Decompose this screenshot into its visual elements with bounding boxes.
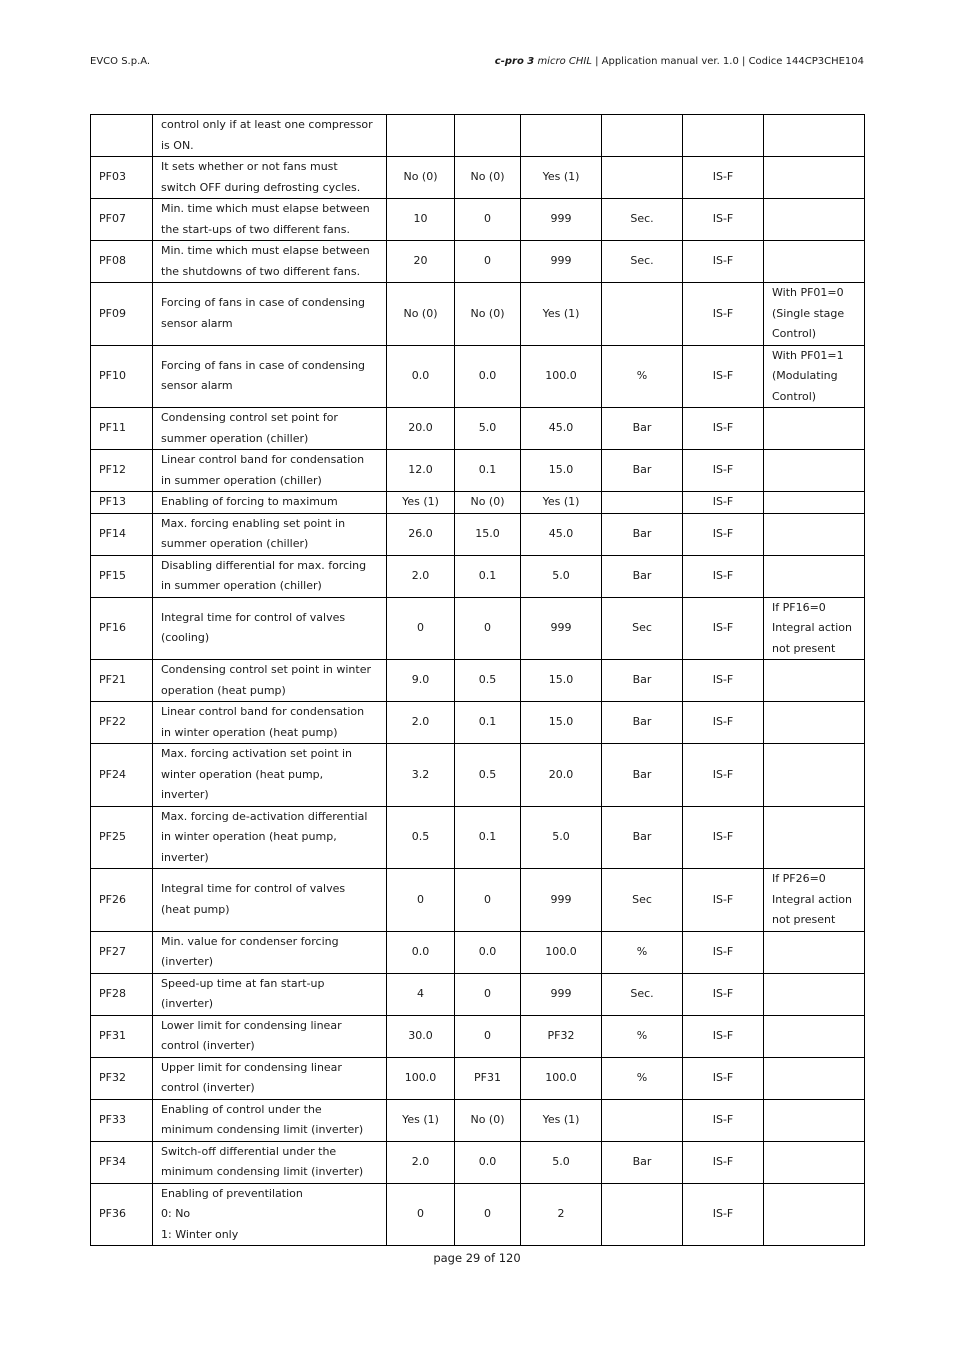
param-default-cell: 2.0 bbox=[387, 1141, 455, 1183]
table-row bbox=[91, 345, 865, 408]
param-default-cell: 9.0 bbox=[387, 660, 455, 702]
param-unit-cell: % bbox=[602, 1057, 683, 1099]
param-level-cell: IS-F bbox=[683, 157, 764, 199]
param-description-cell: Integral time for control of valves (cooling) bbox=[153, 597, 387, 660]
param-default-cell bbox=[387, 115, 455, 157]
param-default-cell: Yes (1) bbox=[387, 1099, 455, 1141]
param-notes-cell bbox=[764, 450, 865, 492]
param-unit-cell bbox=[602, 283, 683, 346]
param-max-cell: Yes (1) bbox=[521, 1099, 602, 1141]
param-unit-cell: Sec. bbox=[602, 241, 683, 283]
param-min-cell: 0 bbox=[455, 241, 521, 283]
param-max-cell: 100.0 bbox=[521, 345, 602, 408]
table-row bbox=[91, 1015, 865, 1057]
param-level-cell: IS-F bbox=[683, 1141, 764, 1183]
company-name: EVCO S.p.A. bbox=[90, 56, 151, 67]
param-code-cell: PF21 bbox=[91, 660, 153, 702]
table-row bbox=[91, 283, 865, 346]
param-description-cell: Condensing control set point for summer operation (chiller) bbox=[153, 408, 387, 450]
param-default-cell: 0.5 bbox=[387, 806, 455, 869]
param-max-cell: 15.0 bbox=[521, 450, 602, 492]
param-default-cell: 0 bbox=[387, 869, 455, 932]
param-notes-cell bbox=[764, 157, 865, 199]
param-code-cell: PF16 bbox=[91, 597, 153, 660]
table-row bbox=[91, 973, 865, 1015]
param-max-cell: PF32 bbox=[521, 1015, 602, 1057]
param-min-cell: 0 bbox=[455, 1183, 521, 1246]
param-code-cell bbox=[91, 115, 153, 157]
param-min-cell bbox=[455, 115, 521, 157]
param-description-cell: Max. forcing activation set point in winter operation (heat pump, inverter) bbox=[153, 744, 387, 807]
param-notes-cell bbox=[764, 1015, 865, 1057]
param-level-cell: IS-F bbox=[683, 660, 764, 702]
param-code-cell: PF10 bbox=[91, 345, 153, 408]
param-unit-cell: Bar bbox=[602, 660, 683, 702]
param-description-cell: Switch-off differential under the minimum condensing limit (inverter) bbox=[153, 1141, 387, 1183]
param-code-cell: PF07 bbox=[91, 199, 153, 241]
param-default-cell: 0.0 bbox=[387, 931, 455, 973]
table-row bbox=[91, 199, 865, 241]
parameter-table bbox=[90, 114, 865, 1246]
param-max-cell bbox=[521, 115, 602, 157]
param-max-cell: 999 bbox=[521, 241, 602, 283]
param-unit-cell: Bar bbox=[602, 555, 683, 597]
param-level-cell: IS-F bbox=[683, 806, 764, 869]
param-unit-cell: Bar bbox=[602, 408, 683, 450]
param-default-cell: 100.0 bbox=[387, 1057, 455, 1099]
param-notes-cell bbox=[764, 492, 865, 514]
param-max-cell: 999 bbox=[521, 869, 602, 932]
param-unit-cell: Bar bbox=[602, 744, 683, 807]
param-code-cell: PF26 bbox=[91, 869, 153, 932]
param-max-cell: 5.0 bbox=[521, 555, 602, 597]
param-unit-cell bbox=[602, 492, 683, 514]
param-min-cell: 0.0 bbox=[455, 931, 521, 973]
param-level-cell: IS-F bbox=[683, 492, 764, 514]
param-code-cell: PF13 bbox=[91, 492, 153, 514]
param-description-cell: Enabling of preventilation 0: No 1: Winter only bbox=[153, 1183, 387, 1246]
table-row bbox=[91, 931, 865, 973]
param-description-cell: Min. time which must elapse between the shutdowns of two different fans. bbox=[153, 241, 387, 283]
param-default-cell: 26.0 bbox=[387, 513, 455, 555]
table-row bbox=[91, 597, 865, 660]
param-default-cell: 2.0 bbox=[387, 702, 455, 744]
param-description-cell: Forcing of fans in case of condensing sensor alarm bbox=[153, 345, 387, 408]
param-level-cell: IS-F bbox=[683, 1015, 764, 1057]
param-notes-cell bbox=[764, 702, 865, 744]
param-notes-cell bbox=[764, 744, 865, 807]
param-level-cell: IS-F bbox=[683, 408, 764, 450]
param-level-cell bbox=[683, 115, 764, 157]
param-default-cell: 20.0 bbox=[387, 408, 455, 450]
param-default-cell: 4 bbox=[387, 973, 455, 1015]
param-default-cell: 10 bbox=[387, 199, 455, 241]
table-row bbox=[91, 115, 865, 157]
param-code-cell: PF24 bbox=[91, 744, 153, 807]
table-row bbox=[91, 1183, 865, 1246]
table-row bbox=[91, 555, 865, 597]
table-row bbox=[91, 157, 865, 199]
param-description-cell: Linear control band for condensation in summer operation (chiller) bbox=[153, 450, 387, 492]
param-min-cell: 5.0 bbox=[455, 408, 521, 450]
param-notes-cell bbox=[764, 1141, 865, 1183]
param-max-cell: 999 bbox=[521, 597, 602, 660]
param-unit-cell: Sec bbox=[602, 869, 683, 932]
param-max-cell: 15.0 bbox=[521, 702, 602, 744]
param-level-cell: IS-F bbox=[683, 931, 764, 973]
param-min-cell: No (0) bbox=[455, 492, 521, 514]
param-code-cell: PF09 bbox=[91, 283, 153, 346]
param-min-cell: 0.1 bbox=[455, 806, 521, 869]
param-default-cell: 2.0 bbox=[387, 555, 455, 597]
param-code-cell: PF15 bbox=[91, 555, 153, 597]
param-description-cell: Upper limit for condensing linear control (inverter) bbox=[153, 1057, 387, 1099]
param-min-cell: No (0) bbox=[455, 1099, 521, 1141]
param-notes-cell bbox=[764, 199, 865, 241]
param-max-cell: 999 bbox=[521, 973, 602, 1015]
param-min-cell: 0.5 bbox=[455, 660, 521, 702]
param-min-cell: 0.1 bbox=[455, 702, 521, 744]
param-level-cell: IS-F bbox=[683, 283, 764, 346]
param-level-cell: IS-F bbox=[683, 1057, 764, 1099]
param-level-cell: IS-F bbox=[683, 973, 764, 1015]
param-default-cell: 0.0 bbox=[387, 345, 455, 408]
param-notes-cell: If PF26=0 Integral action not present bbox=[764, 869, 865, 932]
param-default-cell: No (0) bbox=[387, 283, 455, 346]
param-min-cell: 0.0 bbox=[455, 345, 521, 408]
param-notes-cell bbox=[764, 241, 865, 283]
product-name-italic: micro CHIL bbox=[534, 56, 592, 67]
param-max-cell: 45.0 bbox=[521, 408, 602, 450]
param-notes-cell bbox=[764, 555, 865, 597]
param-notes-cell bbox=[764, 660, 865, 702]
param-unit-cell bbox=[602, 1183, 683, 1246]
param-notes-cell bbox=[764, 806, 865, 869]
param-max-cell: 45.0 bbox=[521, 513, 602, 555]
param-default-cell: 0 bbox=[387, 1183, 455, 1246]
param-description-cell: Forcing of fans in case of condensing sensor alarm bbox=[153, 283, 387, 346]
param-unit-cell: % bbox=[602, 931, 683, 973]
param-notes-cell bbox=[764, 931, 865, 973]
param-level-cell: IS-F bbox=[683, 555, 764, 597]
param-max-cell: 20.0 bbox=[521, 744, 602, 807]
param-level-cell: IS-F bbox=[683, 1183, 764, 1246]
param-code-cell: PF14 bbox=[91, 513, 153, 555]
table-row bbox=[91, 1057, 865, 1099]
param-min-cell: 0 bbox=[455, 597, 521, 660]
table-row bbox=[91, 1141, 865, 1183]
param-level-cell: IS-F bbox=[683, 450, 764, 492]
param-description-cell: Enabling of control under the minimum condensing limit (inverter) bbox=[153, 1099, 387, 1141]
param-description-cell: Lower limit for condensing linear control (inverter) bbox=[153, 1015, 387, 1057]
param-unit-cell: Sec. bbox=[602, 199, 683, 241]
param-description-cell: Disabling differential for max. forcing in summer operation (chiller) bbox=[153, 555, 387, 597]
param-unit-cell: Bar bbox=[602, 1141, 683, 1183]
param-code-cell: PF34 bbox=[91, 1141, 153, 1183]
param-max-cell: 100.0 bbox=[521, 1057, 602, 1099]
table-row bbox=[91, 408, 865, 450]
param-unit-cell: Bar bbox=[602, 450, 683, 492]
param-description-cell: It sets whether or not fans must switch OFF during defrosting cycles. bbox=[153, 157, 387, 199]
param-min-cell: 0.1 bbox=[455, 555, 521, 597]
param-notes-cell bbox=[764, 973, 865, 1015]
table-row bbox=[91, 492, 865, 514]
param-min-cell: 0 bbox=[455, 1015, 521, 1057]
param-min-cell: 0.0 bbox=[455, 1141, 521, 1183]
param-max-cell: Yes (1) bbox=[521, 492, 602, 514]
param-notes-cell: With PF01=0 (Single stage Control) bbox=[764, 283, 865, 346]
param-default-cell: Yes (1) bbox=[387, 492, 455, 514]
document-header bbox=[495, 56, 864, 67]
table-row bbox=[91, 513, 865, 555]
param-min-cell: 0.5 bbox=[455, 744, 521, 807]
param-notes-cell: With PF01=1 (Modulating Control) bbox=[764, 345, 865, 408]
table-row bbox=[91, 702, 865, 744]
param-unit-cell: Bar bbox=[602, 806, 683, 869]
param-min-cell: 0 bbox=[455, 199, 521, 241]
param-level-cell: IS-F bbox=[683, 241, 764, 283]
param-unit-cell: Sec bbox=[602, 597, 683, 660]
param-code-cell: PF08 bbox=[91, 241, 153, 283]
param-min-cell: 0 bbox=[455, 973, 521, 1015]
param-level-cell: IS-F bbox=[683, 702, 764, 744]
param-max-cell: Yes (1) bbox=[521, 283, 602, 346]
param-min-cell: No (0) bbox=[455, 283, 521, 346]
param-notes-cell bbox=[764, 408, 865, 450]
param-description-cell: Min. value for condenser forcing (inverter) bbox=[153, 931, 387, 973]
param-unit-cell: % bbox=[602, 345, 683, 408]
param-default-cell: 3.2 bbox=[387, 744, 455, 807]
param-level-cell: IS-F bbox=[683, 345, 764, 408]
param-unit-cell: % bbox=[602, 1015, 683, 1057]
page-number: page 29 of 120 bbox=[433, 1251, 521, 1265]
param-description-cell: Speed-up time at fan start-up (inverter) bbox=[153, 973, 387, 1015]
param-level-cell: IS-F bbox=[683, 513, 764, 555]
table-row bbox=[91, 806, 865, 869]
param-default-cell: 0 bbox=[387, 597, 455, 660]
param-max-cell: 999 bbox=[521, 199, 602, 241]
param-unit-cell bbox=[602, 1099, 683, 1141]
param-level-cell: IS-F bbox=[683, 1099, 764, 1141]
param-default-cell: 30.0 bbox=[387, 1015, 455, 1057]
param-level-cell: IS-F bbox=[683, 597, 764, 660]
table-row bbox=[91, 450, 865, 492]
table-row bbox=[91, 241, 865, 283]
param-max-cell: 100.0 bbox=[521, 931, 602, 973]
param-notes-cell bbox=[764, 115, 865, 157]
param-max-cell: 5.0 bbox=[521, 806, 602, 869]
param-code-cell: PF12 bbox=[91, 450, 153, 492]
table-row bbox=[91, 1099, 865, 1141]
param-unit-cell: Bar bbox=[602, 513, 683, 555]
param-default-cell: 20 bbox=[387, 241, 455, 283]
param-notes-cell bbox=[764, 513, 865, 555]
param-level-cell: IS-F bbox=[683, 869, 764, 932]
param-description-cell: Min. time which must elapse between the start-ups of two different fans. bbox=[153, 199, 387, 241]
param-max-cell: 2 bbox=[521, 1183, 602, 1246]
param-code-cell: PF33 bbox=[91, 1099, 153, 1141]
param-notes-cell bbox=[764, 1183, 865, 1246]
param-level-cell: IS-F bbox=[683, 744, 764, 807]
param-code-cell: PF32 bbox=[91, 1057, 153, 1099]
param-unit-cell: Sec. bbox=[602, 973, 683, 1015]
param-notes-cell bbox=[764, 1057, 865, 1099]
param-code-cell: PF31 bbox=[91, 1015, 153, 1057]
table-row bbox=[91, 744, 865, 807]
param-code-cell: PF03 bbox=[91, 157, 153, 199]
param-code-cell: PF22 bbox=[91, 702, 153, 744]
param-min-cell: 0.1 bbox=[455, 450, 521, 492]
param-max-cell: Yes (1) bbox=[521, 157, 602, 199]
param-default-cell: 12.0 bbox=[387, 450, 455, 492]
param-unit-cell bbox=[602, 115, 683, 157]
param-max-cell: 15.0 bbox=[521, 660, 602, 702]
param-level-cell: IS-F bbox=[683, 199, 764, 241]
param-code-cell: PF27 bbox=[91, 931, 153, 973]
param-unit-cell: Bar bbox=[602, 702, 683, 744]
param-unit-cell bbox=[602, 157, 683, 199]
param-min-cell: No (0) bbox=[455, 157, 521, 199]
param-description-cell: Linear control band for condensation in winter operation (heat pump) bbox=[153, 702, 387, 744]
param-code-cell: PF25 bbox=[91, 806, 153, 869]
param-min-cell: PF31 bbox=[455, 1057, 521, 1099]
param-min-cell: 15.0 bbox=[455, 513, 521, 555]
param-code-cell: PF28 bbox=[91, 973, 153, 1015]
param-notes-cell bbox=[764, 1099, 865, 1141]
param-min-cell: 0 bbox=[455, 869, 521, 932]
param-code-cell: PF36 bbox=[91, 1183, 153, 1246]
param-description-cell: Integral time for control of valves (heat pump) bbox=[153, 869, 387, 932]
product-name-bold: c-pro 3 bbox=[494, 56, 535, 67]
param-description-cell: Condensing control set point in winter operation (heat pump) bbox=[153, 660, 387, 702]
parameter-table-body bbox=[91, 115, 865, 1246]
param-description-cell: Enabling of forcing to maximum bbox=[153, 492, 387, 514]
param-notes-cell: If PF16=0 Integral action not present bbox=[764, 597, 865, 660]
param-description-cell: Max. forcing enabling set point in summer operation (chiller) bbox=[153, 513, 387, 555]
param-code-cell: PF11 bbox=[91, 408, 153, 450]
table-row bbox=[91, 869, 865, 932]
param-description-cell: Max. forcing de-activation differential in winter operation (heat pump, inverter) bbox=[153, 806, 387, 869]
param-max-cell: 5.0 bbox=[521, 1141, 602, 1183]
param-default-cell: No (0) bbox=[387, 157, 455, 199]
param-description-cell: control only if at least one compressor is ON. bbox=[153, 115, 387, 157]
manual-info: | Application manual ver. 1.0 | Codice 144CP3CHE104 bbox=[591, 56, 864, 67]
table-row bbox=[91, 660, 865, 702]
